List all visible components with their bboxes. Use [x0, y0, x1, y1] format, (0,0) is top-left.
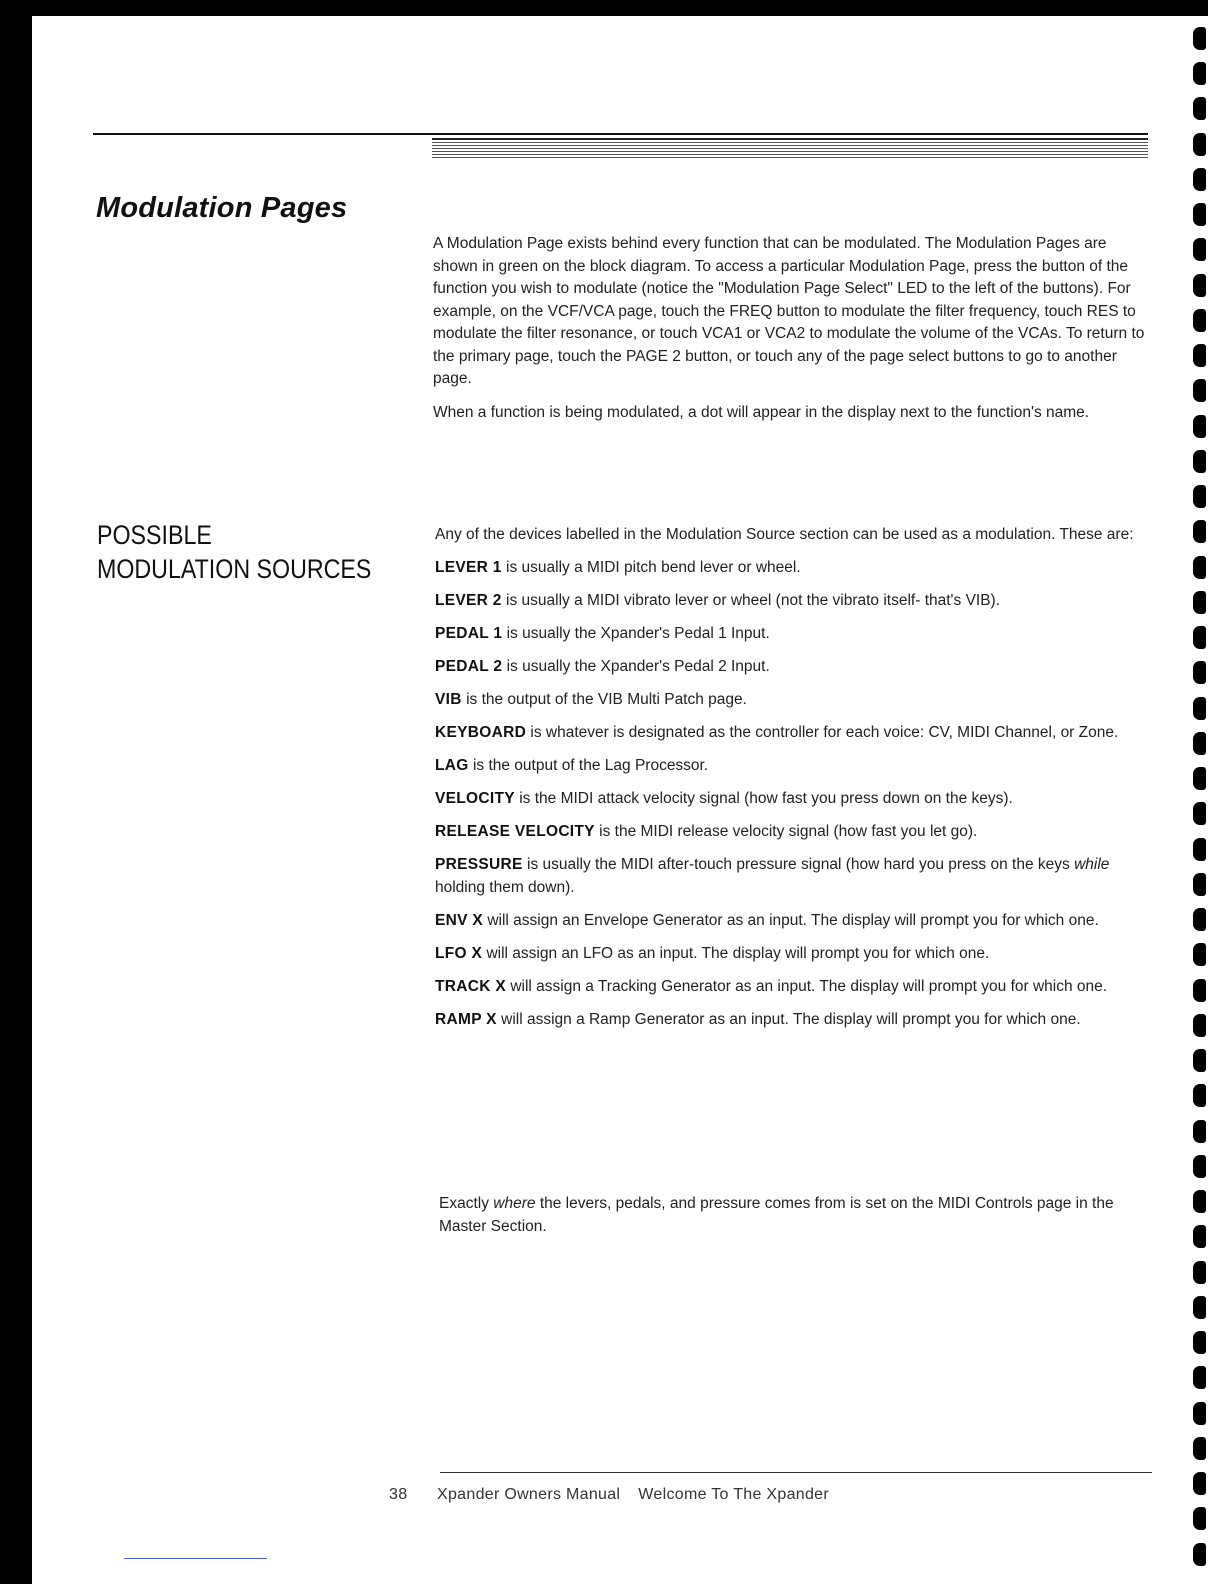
source-desc: is usually the Xpander's Pedal 1 Input.	[506, 625, 770, 642]
binder-hole	[1193, 1261, 1206, 1284]
binder-hole	[1193, 1049, 1206, 1072]
binder-hole	[1193, 1084, 1206, 1107]
binder-hole	[1193, 979, 1206, 1002]
binder-hole	[1193, 203, 1206, 226]
source-desc: is the output of the VIB Multi Patch page.	[466, 691, 747, 708]
closing-note	[439, 1193, 1159, 1249]
binder-hole	[1193, 1190, 1206, 1213]
source-desc: is usually the MIDI after-touch pressure signal (how hard you press on the keys	[527, 856, 1070, 873]
binder-hole	[1193, 1472, 1206, 1495]
source-term: RAMP X	[435, 1010, 497, 1028]
source-term: VELOCITY	[435, 790, 515, 807]
binder-hole	[1193, 591, 1206, 614]
binder-hole	[1193, 1296, 1206, 1319]
source-term: VIB	[435, 691, 462, 708]
source-desc: is whatever is designated as the controller for each voice: CV, MIDI Channel, or Zone.	[530, 724, 1119, 741]
binder-hole	[1193, 1507, 1206, 1530]
binder-hole	[1193, 556, 1206, 579]
binder-hole	[1193, 344, 1206, 367]
binder-hole	[1193, 626, 1206, 649]
source-term: RELEASE VELOCITY	[435, 823, 595, 840]
list-item	[435, 590, 1155, 613]
binder-hole	[1193, 1437, 1206, 1460]
list-item	[435, 623, 1155, 646]
binder-hole	[1193, 238, 1206, 261]
binder-hole	[1193, 379, 1206, 402]
list-item	[435, 1009, 1155, 1032]
page-number: 38	[389, 1486, 408, 1503]
binder-hole	[1193, 1155, 1206, 1178]
binder-hole	[1193, 732, 1206, 755]
source-term: PRESSURE	[435, 856, 523, 873]
source-term: LAG	[435, 757, 469, 774]
binder-hole	[1193, 27, 1206, 50]
binder-hole	[1193, 415, 1206, 438]
list-item	[435, 755, 1155, 778]
source-term: PEDAL 1	[435, 625, 503, 642]
closing-text: the levers, pedals, and pressure comes from is set on the MIDI Controls page in the Master Section.	[439, 1195, 1114, 1235]
source-desc: is usually the Xpander's Pedal 2 Input.	[506, 658, 770, 675]
manual-title: Xpander Owners Manual	[437, 1486, 621, 1503]
source-desc: will assign a Ramp Generator as an input. The display will prompt you for which one.	[501, 1010, 1081, 1028]
source-desc: is the output of the Lag Processor.	[472, 757, 709, 774]
sources-heading-line: POSSIBLE	[97, 520, 212, 550]
source-term: LEVER 1	[435, 559, 502, 576]
source-desc: is usually a MIDI pitch bend lever or wheel.	[506, 559, 801, 576]
binder-hole	[1193, 908, 1206, 931]
scan-left-border	[0, 0, 32, 1584]
source-desc: is the MIDI attack velocity signal (how fast you press down on the keys).	[519, 790, 1013, 807]
sources-heading-line: MODULATION SOURCES	[97, 554, 372, 584]
source-term: LEVER 2	[435, 592, 502, 609]
source-term: LFO X	[435, 944, 483, 962]
list-item	[435, 943, 1155, 966]
binder-hole	[1193, 450, 1206, 473]
source-desc: holding them down).	[435, 878, 575, 896]
source-desc: is usually a MIDI vibrato lever or wheel (not the vibrato itself- that's VIB).	[506, 592, 1001, 609]
modulation-pages-body	[433, 233, 1153, 435]
footer-rule	[440, 1472, 1152, 1473]
closing-text: Exactly	[439, 1195, 489, 1212]
source-term: KEYBOARD	[435, 724, 527, 741]
source-desc: will assign a Tracking Generator as an input. The display will prompt you for which one.	[510, 977, 1108, 995]
source-desc-emphasis: while	[1074, 856, 1110, 873]
sources-intro: Any of the devices labelled in the Modulation Source section can be used as a modulation. These are:	[435, 526, 1134, 543]
paragraph: When a function is being modulated, a dot will appear in the display next to the function's name.	[433, 403, 1090, 421]
binder-hole	[1193, 168, 1206, 191]
binder-hole	[1193, 1366, 1206, 1389]
binder-hole	[1193, 97, 1206, 120]
list-item	[435, 788, 1155, 811]
binder-hole	[1193, 943, 1206, 966]
list-item	[435, 910, 1155, 933]
chapter-title: Welcome To The Xpander	[638, 1486, 830, 1503]
sources-list	[435, 524, 1155, 1042]
source-term: PEDAL 2	[435, 658, 503, 675]
source-desc: will assign an Envelope Generator as an input. The display will prompt you for which one.	[487, 911, 1099, 929]
list-item	[435, 854, 1155, 899]
header-ornament-lines	[432, 138, 1148, 160]
scan-top-border	[0, 0, 1224, 16]
list-item	[435, 689, 1155, 712]
binder-hole	[1193, 1014, 1206, 1037]
binder-hole	[1193, 1402, 1206, 1425]
binder-hole	[1193, 485, 1206, 508]
binder-hole	[1193, 62, 1206, 85]
binder-hole	[1193, 309, 1206, 332]
binder-hole	[1193, 274, 1206, 297]
page-footer	[389, 1486, 829, 1504]
list-item	[435, 722, 1155, 745]
closing-emphasis: where	[493, 1195, 536, 1212]
binder-hole	[1193, 697, 1206, 720]
paragraph: A Modulation Page exists behind every function that can be modulated. The Modulation Pages are shown in green on the block diagram. To access a particular Modulation Page, press the button of the function you wish to modulate (notice the "Modulation Page Select" LED to the left of the buttons). For example, on the VCF/VCA page, touch the FREQ button to modulate the filter frequency, touch RES to modulate the filter resonance, or touch VCA1 or VCA2 to modulate the volume of the VCAs. To return to the primary page, touch the PAGE 2 button, or touch any of the page select buttons to go to another page.	[433, 235, 1145, 387]
source-desc: is the MIDI release velocity signal (how fast you let go).	[599, 823, 978, 840]
section-title: Modulation Pages	[96, 192, 348, 224]
scan-underline-mark	[124, 1558, 267, 1559]
binder-hole	[1193, 838, 1206, 861]
list-item	[435, 557, 1155, 580]
binder-hole	[1193, 767, 1206, 790]
source-term: ENV X	[435, 911, 484, 929]
header-rule	[93, 133, 1148, 135]
binder-hole	[1193, 1331, 1206, 1354]
paragraph	[439, 1193, 1159, 1238]
binder-hole	[1193, 1120, 1206, 1143]
list-item	[435, 976, 1155, 999]
list-item	[435, 656, 1155, 679]
binder-hole	[1193, 802, 1206, 825]
binder-hole	[1193, 133, 1206, 156]
binder-hole	[1193, 661, 1206, 684]
binder-hole	[1193, 520, 1206, 543]
binder-hole	[1193, 1543, 1206, 1566]
binder-margin	[1208, 0, 1224, 1584]
source-desc: will assign an LFO as an input. The display will prompt you for which one.	[486, 944, 990, 962]
sources-heading	[97, 518, 371, 586]
binder-hole	[1193, 1225, 1206, 1248]
binder-hole	[1193, 873, 1206, 896]
source-term: TRACK X	[435, 977, 506, 995]
list-item	[435, 821, 1155, 844]
